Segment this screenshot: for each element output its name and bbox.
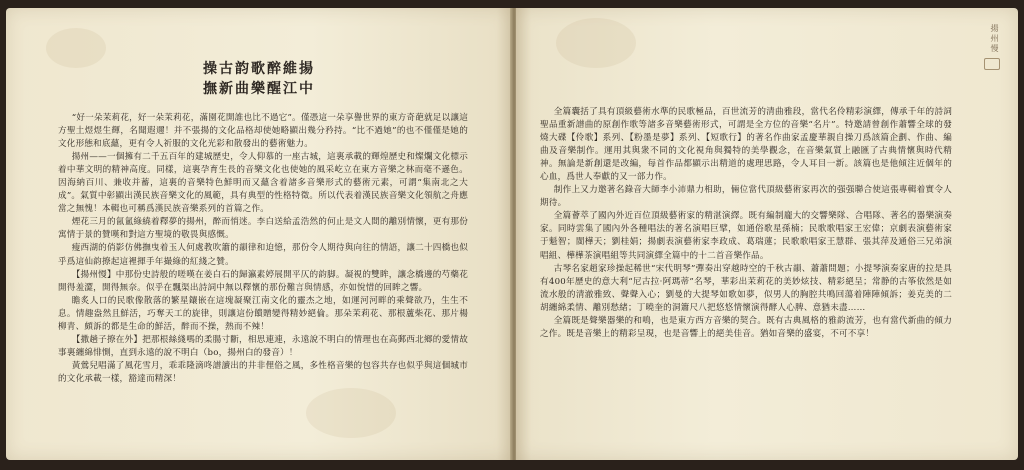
right-body-text [540,106,952,341]
paragraph: 瘦西湖的俏影仿佛撫曳着玉人何處教吹簫的韻律和迫憶，那份令人期待與向往的情語，讓二十四橋也似乎爲這仙韵撩起這裡揮手年撮綠的紅綫之贊。 [58,243,468,267]
paper-stain [306,388,396,438]
paragraph: 制作上又力邀著名錄音大師李小沛鼎力相助，倆位當代頂級藝術家再次的强强聯合使這張專輯着實令人期待。 [540,185,952,209]
paragraph: 瞻炙人口的民歌像散落的繁星鑲嵌在這塊凝聚江南文化的靈杰之地，如運河河畔的乘聲欲乃，生生不息。情趣盎然且鮮活，巧奪天工的旋律，則讓這份饋贈變得精妙絕倫。那朵茉莉花、那根蘆柴花、那片楊柳青、頗訴的都是生命的鮮活，醉而不操，熱而不辣！ [58,295,468,332]
booklet-spread [6,8,1018,460]
paragraph: “好一朵茉莉花，好一朵茉莉花，滿園花開誰也比不過它”。僅憑這一朵享譽世界的東方奇葩就足以讓這方聖土煜煜生輝，名聞遐邇！并不張揚的文化品格却使她略顯出幾分矜持。“比不過她”的也不僅僅是她的文化形態和底蘊，更有令人祈服的文化光彩和散發出的藝術魅力。 [58,113,468,150]
paragraph: 【揚州慢】中那份史詩般的嗟嘆在姜白石的歸瀛素婷展開平仄的韵脚。凝視的雙眸，讓念橋邊的芍藥花開得羞澀，開得無奈。似乎在飄渠出詩詞中無以釋懷的那份難言與情感，亦如悅惜的回眸之響。 [58,269,468,293]
paragraph: 黃鶯兒唱滿了風花雪月，乖乖隆滴咚譜讀出的井非俚俗之風，多性格音樂的包容共存也似乎與這個城市的文化承載一樣，豁達而精深！ [58,360,468,384]
paragraph: 全篇既是聲樂器樂的和鳴，也是東方西方音樂的契合。既有古典風格的雅韵流芳，也有當代新曲的傾力之作。既是音樂上的精彩呈現，也是音響上的絕美佳音。猶如音樂的盛宴，不可不享！ [540,315,952,339]
paragraph: 全篇囊括了具有頂級藝術水準的民歌極品，百世流芳的清曲雅段，當代名伶精彩演繹，傳承千年的詩詞聖品重新譜曲的原創作歌等諸多音樂藝術形式，可謂是全方位的音樂“名片”。特邀請曾創作蕭響全球的發燒大碟【伶歌】系列、【粉墨是夢】系列、【短歌行】的著名作曲家孟慶華親自操刀爲該篇企劃、作曲、編曲及音樂制作。運用其與衆不同的文化視角與獨特的美學觀念，在音樂氣質上融匯了古典情懷與時代精神。無論是新創還是改編，每首作品都顯示出精道的處理思路，令人耳目一新。該篇也是他傾注近個年的心血，爲世人奉獻的又一部力作。 [540,107,952,183]
paper-stain [556,18,636,68]
paragraph: 煙花三月的氤氳綠繞着釋夢的揚州，醉而悄迷。李白送給孟浩然的何止是文人間的離別情懷，更有那份寓情于景的贊嘆和對這方聖境的敬畏與感慨。 [58,217,468,241]
page-title-line-1: 操古韵歌醉維揚 [203,61,315,77]
left-body-text [58,112,468,386]
seal-icon [984,58,1000,70]
paragraph: 揚州——一個擁有二千五百年的建城歷史，令人仰慕的一座古城，這裏承載的輝煌歷史和燦爛文化標示着中華文明的精神高度。同樣，這裏孕育生長的音樂文化也使她的風采屹立在東方音樂之林而毫不遜色。因海納百川、兼收并蓄，這裏的音樂特色鮮明而又蘊含着諸多音樂形式的藝術元素，可謂“集南北之大成”。氣質中彰顯出漢民族音樂文化的風範，具有典型的性格特徵。所以代表着漢民族音樂文化領航之舟應當之無愧！本輯也可稱爲漢民族音樂系列的首篇之作。 [58,152,468,215]
paragraph: 全篇薈萃了國內外近百位頂級藝術家的精湛演繹。既有編制龐大的交響樂隊、合唱隊、著名的器樂演奏家。同時雲集了國內外各種唱法的著名演唱巨擘，如通俗歌星孫楠；民歌歌唱家王宏偉；京劇表演藝術家于魁智；閩樺天；劉桂娟；揚劇表演藝術家李政成、葛瑞蓮；民歌歌唱家王慧群、張其萍及通俗三兄弟演唱組、樺樺茶演唱組等共同演繹全篇中的十二首音樂作品。 [540,211,952,261]
paragraph: 古琴名家趙家珍操起稀世“宋代明琴”彈奏出穿越時空的千秋古韻、蕭蕭問題；小提琴演奏家唐的拉是具有400年歷史的意大利“尼古拉·阿瑪蒂”名琴，華彩出茉莉花的美妙炫技、精彩絕呈；常静的古筝依然是如流水般的清澈雅致、聲聲入心；劉曼的大提琴如歌如夢，似男人的胸腔共鳴回蕩着陣陣傾訴；姜克美的二胡纏綿柔情、離別愁緒；丁曉奎的洞簫尺八把悠悠情懷演得酵人心脾、意猶未盡…… [540,263,952,313]
page-title-line-2: 撫新曲樂醒江中 [203,81,315,97]
paragraph: 【撒趟子撩在外】把那根絲綫嗎的柔腸寸斷，相思連連，永遠說不明白的情理也在高郵西北鄉的愛情故事裏纏綿悱惻，直到永遠的說不明白（bo，揚州白的發音）！ [58,334,468,358]
brand-logo-text: 揚州慢 [990,24,999,54]
